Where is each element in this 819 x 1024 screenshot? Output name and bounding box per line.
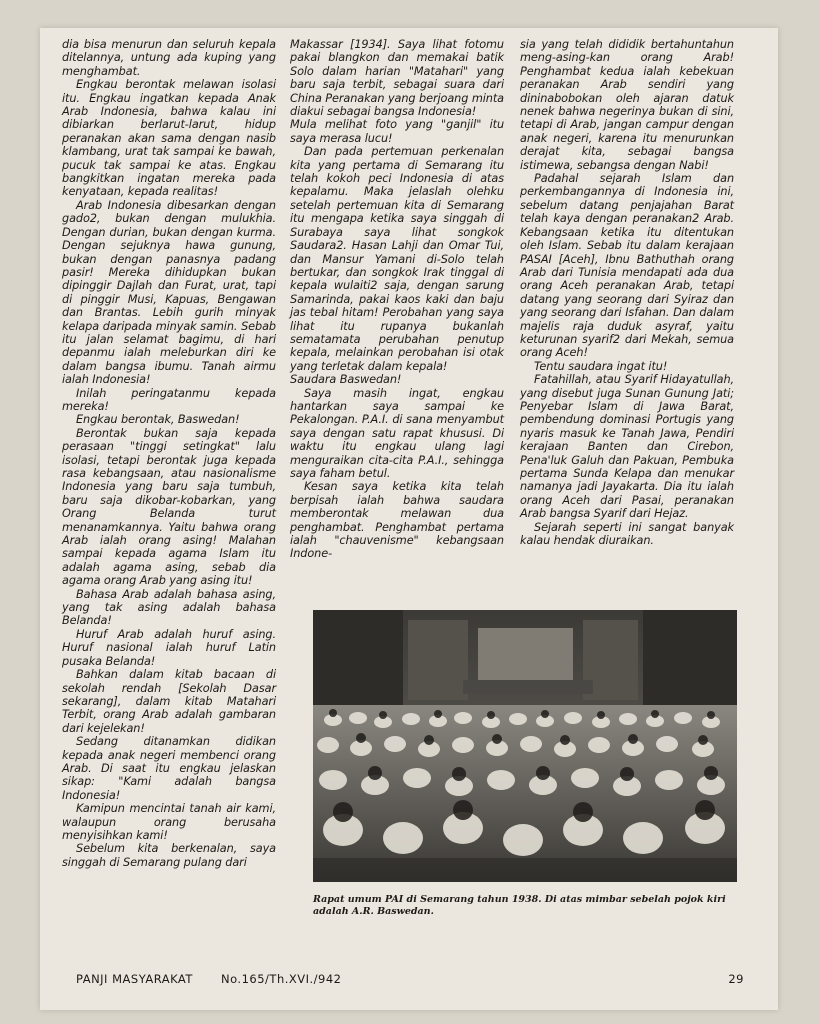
text-column-3: [520, 38, 734, 547]
paragraph: Kamipun mencintai tanah air kami, walaupun orang berusaha menyisihkan kami!: [62, 802, 276, 842]
page-number: 29: [728, 972, 744, 986]
magazine-page: [40, 28, 778, 1010]
paragraph: Engkau berontak, Baswedan!: [76, 413, 240, 427]
paragraph: Kesan saya ketika kita telah berpisah ialah bahwa saudara memberontak melawan dua penghambat. Penghambat pertama ialah "chauvenisme" kebangsaan Indone-: [290, 480, 504, 561]
paragraph: Padahal sejarah Islam dan perkembangannya di Indonesia ini, sebelum datang penjajahan Barat telah kaya dengan peranakan2 Arab. Kebangsaan ketika itu ditentukan oleh Islam. Sebab itu dalam kerajaan PASAI [Aceh], Ibnu Bathuthah orang Arab dari Tunisia mendapati ada dua orang Aceh peranakan Arab, tetapi datang yang seorang dari Syiraz dan yang seorang dari Isfahan. Dan dalam majelis raja duduk asyraf, yaitu keturunan syarif2 dari Mekah, semua orang Aceh!: [520, 172, 734, 360]
magazine-name: PANJI MASYARAKAT: [76, 972, 193, 986]
paragraph: Bahasa Arab adalah bahasa asing, yang tak asing adalah bahasa Belanda!: [62, 587, 276, 628]
paragraph: dia bisa menurun dan seluruh kepala ditelannya, untung ada kuping yang menghambat.: [62, 38, 276, 78]
paragraph: Bahkan dalam kitab bacaan di sekolah rendah [Sekolah Dasar sekarang], dalam kitab Matahari Terbit, orang Arab adalah gambaran dari kejelekan!: [62, 668, 276, 735]
crowd-photo-illustration: [313, 610, 737, 882]
paragraph: Makassar [1934]. Saya lihat fotomu pakai blangkon dan memakai batik Solo dalam harian "Matahari" yang baru saja terbit, sebagai suara dari China Peranakan yang berjoang minta diakui sebagai bangsa Indonesia!: [290, 38, 504, 119]
salutation: Saudara Baswedan!: [290, 373, 402, 387]
paragraph: Arab Indonesia dibesarkan dengan gado2, bukan dengan mulukhia. Dengan durian, bukan dengan kurma. Dengan sejuknya hawa gunung, bukan dengan panasnya padang pasir! Mereka dihidupkan bukan dipinggir Dajlah dan Furat, urat, tapi di pinggir Musi, Kapuas, Bengawan dan Brantas. Lebih gurih minyak kelapa daripada minyak samin. Sebab itu jalan selamat bagimu, di hari depanmu ialah meleburkan diri ke dalam bangsa ibumu. Tanah airmu ialah Indonesia!: [62, 198, 276, 387]
paragraph: Fatahillah, atau Syarif Hidayatullah, yang disebut juga Sunan Gunung Jati; Penyebar Islam di Jawa Barat, pembendung dominasi Portugis yang nyaris masuk ke Tanah Jawa, Pendiri kerajaan Banten dan Cirebon, Pena'luk Galuh dan Pakuan, Pembuka pertama Sunda Kelapa dan menukar namanya jadi Jayakarta. Dia itu ialah orang Aceh dari Pasai, peranakan Arab bangsa Syarif dari Hejaz.: [520, 373, 734, 521]
text-column-1: [62, 38, 276, 869]
paragraph: Tentu saudara ingat itu!: [534, 359, 668, 373]
paragraph: Saya masih ingat, engkau hantarkan saya sampai ke Pekalongan. P.A.I. di sana menyambut saya dengan satu rapat khususi. Di waktu itu engkau ulang lagi menguraikan cita-cita P.A.I., sehingga saya faham betul.: [290, 386, 504, 480]
paragraph: Mula melihat foto yang "ganjil" itu saya merasa lucu!: [290, 118, 504, 145]
meeting-photo: [313, 610, 737, 882]
issue-number: No.165/Th.XVI./942: [221, 972, 342, 986]
paragraph: Huruf Arab adalah huruf asing. Huruf nasional ialah huruf Latin pusaka Belanda!: [62, 627, 276, 668]
paragraph: sia yang telah dididik bertahuntahun meng-asing-kan orang Arab! Penghambat kedua ialah kebekuan peranakan Arab sendiri yang dininabobokan oleh ajaran datuk nenek bahwa negerinya bukan di sini, tetapi di Arab, jangan campur dengan anak negeri, karena itu menurunkan derajat kita, sebagai bangsa istimewa, sebangsa dengan Nabi!: [520, 38, 734, 172]
paragraph: Sedang ditanamkan didikan kepada anak negeri membenci orang Arab. Di saat itu engkau jelaskan sikap: "Kami adalah bangsa Indonesia!: [62, 735, 276, 802]
paragraph: Dan pada pertemuan perkenalan kita yang pertama di Semarang itu telah kokoh peci Indonesia di atas kepalamu. Maka jelaslah olehku setelah pertemuan kita di Semarang itu mengapa ketika saya singgah di Surabaya saya lihat songkok Saudara2. Hasan Lahji dan Omar Tui, dan Mansur Yamani di-Solo telah bertukar, dan songkok Irak tinggal di kepala wulaiti2 saja, dengan sarung Samarinda, pakai kaos kaki dan baju jas tebal hitam! Perobahan yang saya lihat itu rupanya bukanlah sematamata perubahan penutup kepala, melainkan perobahan isi otak yang terletak dalam kepala!: [290, 145, 504, 373]
paragraph: Engkau berontak melawan isolasi itu. Engkau ingatkan kepada Anak Arab Indonesia, bahwa kalau ini dibiarkan berlarut-larut, hidup peranakan akan sama dengan nasib klambang, urat tak sampai ke bawah, pucuk tak sampai ke atas. Engkau bangkitkan ingatan mereka pada kenyataan, kepada realitas!: [62, 78, 276, 199]
paragraph: Berontak bukan saja kepada perasaan "tinggi setingkat" lalu isolasi, tetapi berontak juga kepada rasa kebangsaan, atau nasionalisme Indonesia yang baru saja tumbuh, baru saja dikobar-kobarkan, yang Orang Belanda turut menanamkannya. Yaitu bahwa orang Arab ialah orang asing! Malahan sampai kepada agama Islam itu adalah agama asing, sebab dia agama orang Arab yang asing itu!: [62, 426, 276, 588]
paragraph: Inilah peringatanmu kepada mereka!: [62, 386, 276, 413]
photo-caption: Rapat umum PAI di Semarang tahun 1938. Di atas mimbar sebelah pojok kiri adalah A.R. Baswedan.: [313, 894, 726, 917]
paragraph: Sebelum kita berkenalan, saya singgah di Semarang pulang dari: [62, 842, 276, 869]
paragraph: Sejarah seperti ini sangat banyak kalau hendak diuraikan.: [520, 520, 734, 548]
text-column-2: [290, 38, 504, 561]
page-footer: [76, 972, 744, 988]
